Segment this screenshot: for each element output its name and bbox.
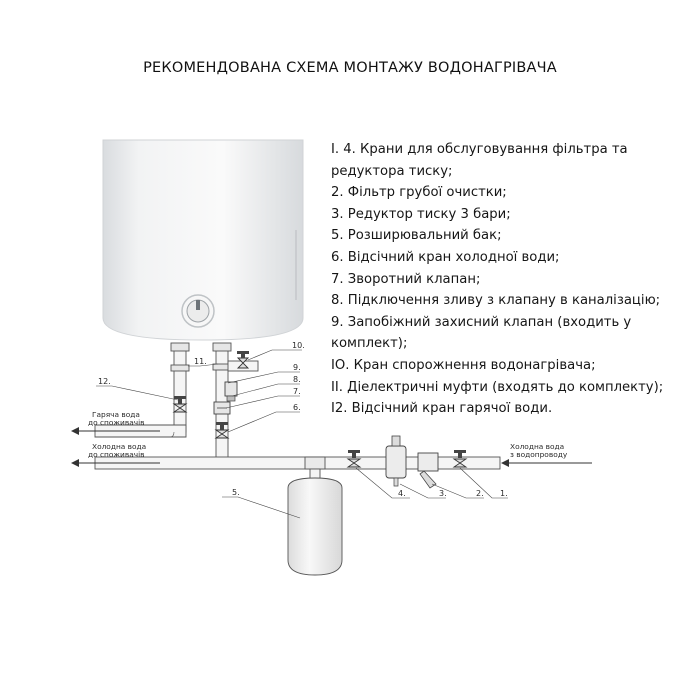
callout-9: 9. xyxy=(293,363,301,372)
legend-item: 6. Відсічний кран холодної води; xyxy=(331,249,560,265)
callout-11: 11. xyxy=(194,357,207,366)
check-valve[interactable] xyxy=(214,402,230,414)
callout-1: 1. xyxy=(500,489,508,498)
callout-12: 12. xyxy=(98,377,111,386)
thermostat-knob[interactable] xyxy=(182,295,214,327)
legend-item: 2. Фільтр грубої очистки; xyxy=(331,185,507,201)
safety-valve[interactable] xyxy=(225,382,237,401)
callout-4: 4. xyxy=(398,489,406,498)
legend-item: 7. Зворотний клапан; xyxy=(331,271,481,287)
callout-7: 7. xyxy=(293,387,301,396)
callout-5: 5. xyxy=(232,488,240,497)
legend-item: 8. Підключення зливу з клапану в каналізацію; xyxy=(331,293,661,309)
legend-item: ІО. Кран спорожнення водонагрівача; xyxy=(331,357,596,373)
cold-in-label-1: Холодна вода xyxy=(510,442,565,451)
cold-out-label-2: до споживачів xyxy=(88,450,145,459)
coarse-filter[interactable] xyxy=(418,453,438,488)
diagram-title: РЕКОМЕНДОВАНА СХЕМА МОНТАЖУ ВОДОНАГРІВАЧА xyxy=(143,60,557,76)
hot-out-label-1: Гаряча вода xyxy=(92,410,140,419)
hot-out-label-2: до споживачів xyxy=(88,418,145,427)
pressure-reducer[interactable] xyxy=(386,436,406,486)
legend-item: 3. Редуктор тиску 3 бари; xyxy=(331,206,511,222)
callout-3: 3. xyxy=(439,489,447,498)
legend-item: І2. Відсічний кран гарячої води. xyxy=(331,401,553,417)
cold-in-label-2: з водопроводу xyxy=(510,450,568,459)
expansion-tank xyxy=(288,478,342,575)
callout-6: 6. xyxy=(293,403,301,412)
callout-8: 8. xyxy=(293,375,301,384)
legend-item: 5. Розширювальний бак; xyxy=(331,228,502,244)
cold-water-riser xyxy=(213,343,258,464)
legend-list xyxy=(331,139,691,420)
legend-item: І. 4. Крани для обслуговування фільтра та редуктора тиску; xyxy=(331,142,628,179)
cold-out-label-1: Холодна вода xyxy=(92,442,147,451)
legend-item: 9. Запобіжний захисний клапан (входить у комплект); xyxy=(331,314,632,352)
legend-item: ІІ. Діелектричні муфти (входять до комплекту); xyxy=(331,379,664,395)
water-heater xyxy=(103,140,303,340)
callout-10: 10. xyxy=(292,341,305,350)
callout-2: 2. xyxy=(476,489,484,498)
